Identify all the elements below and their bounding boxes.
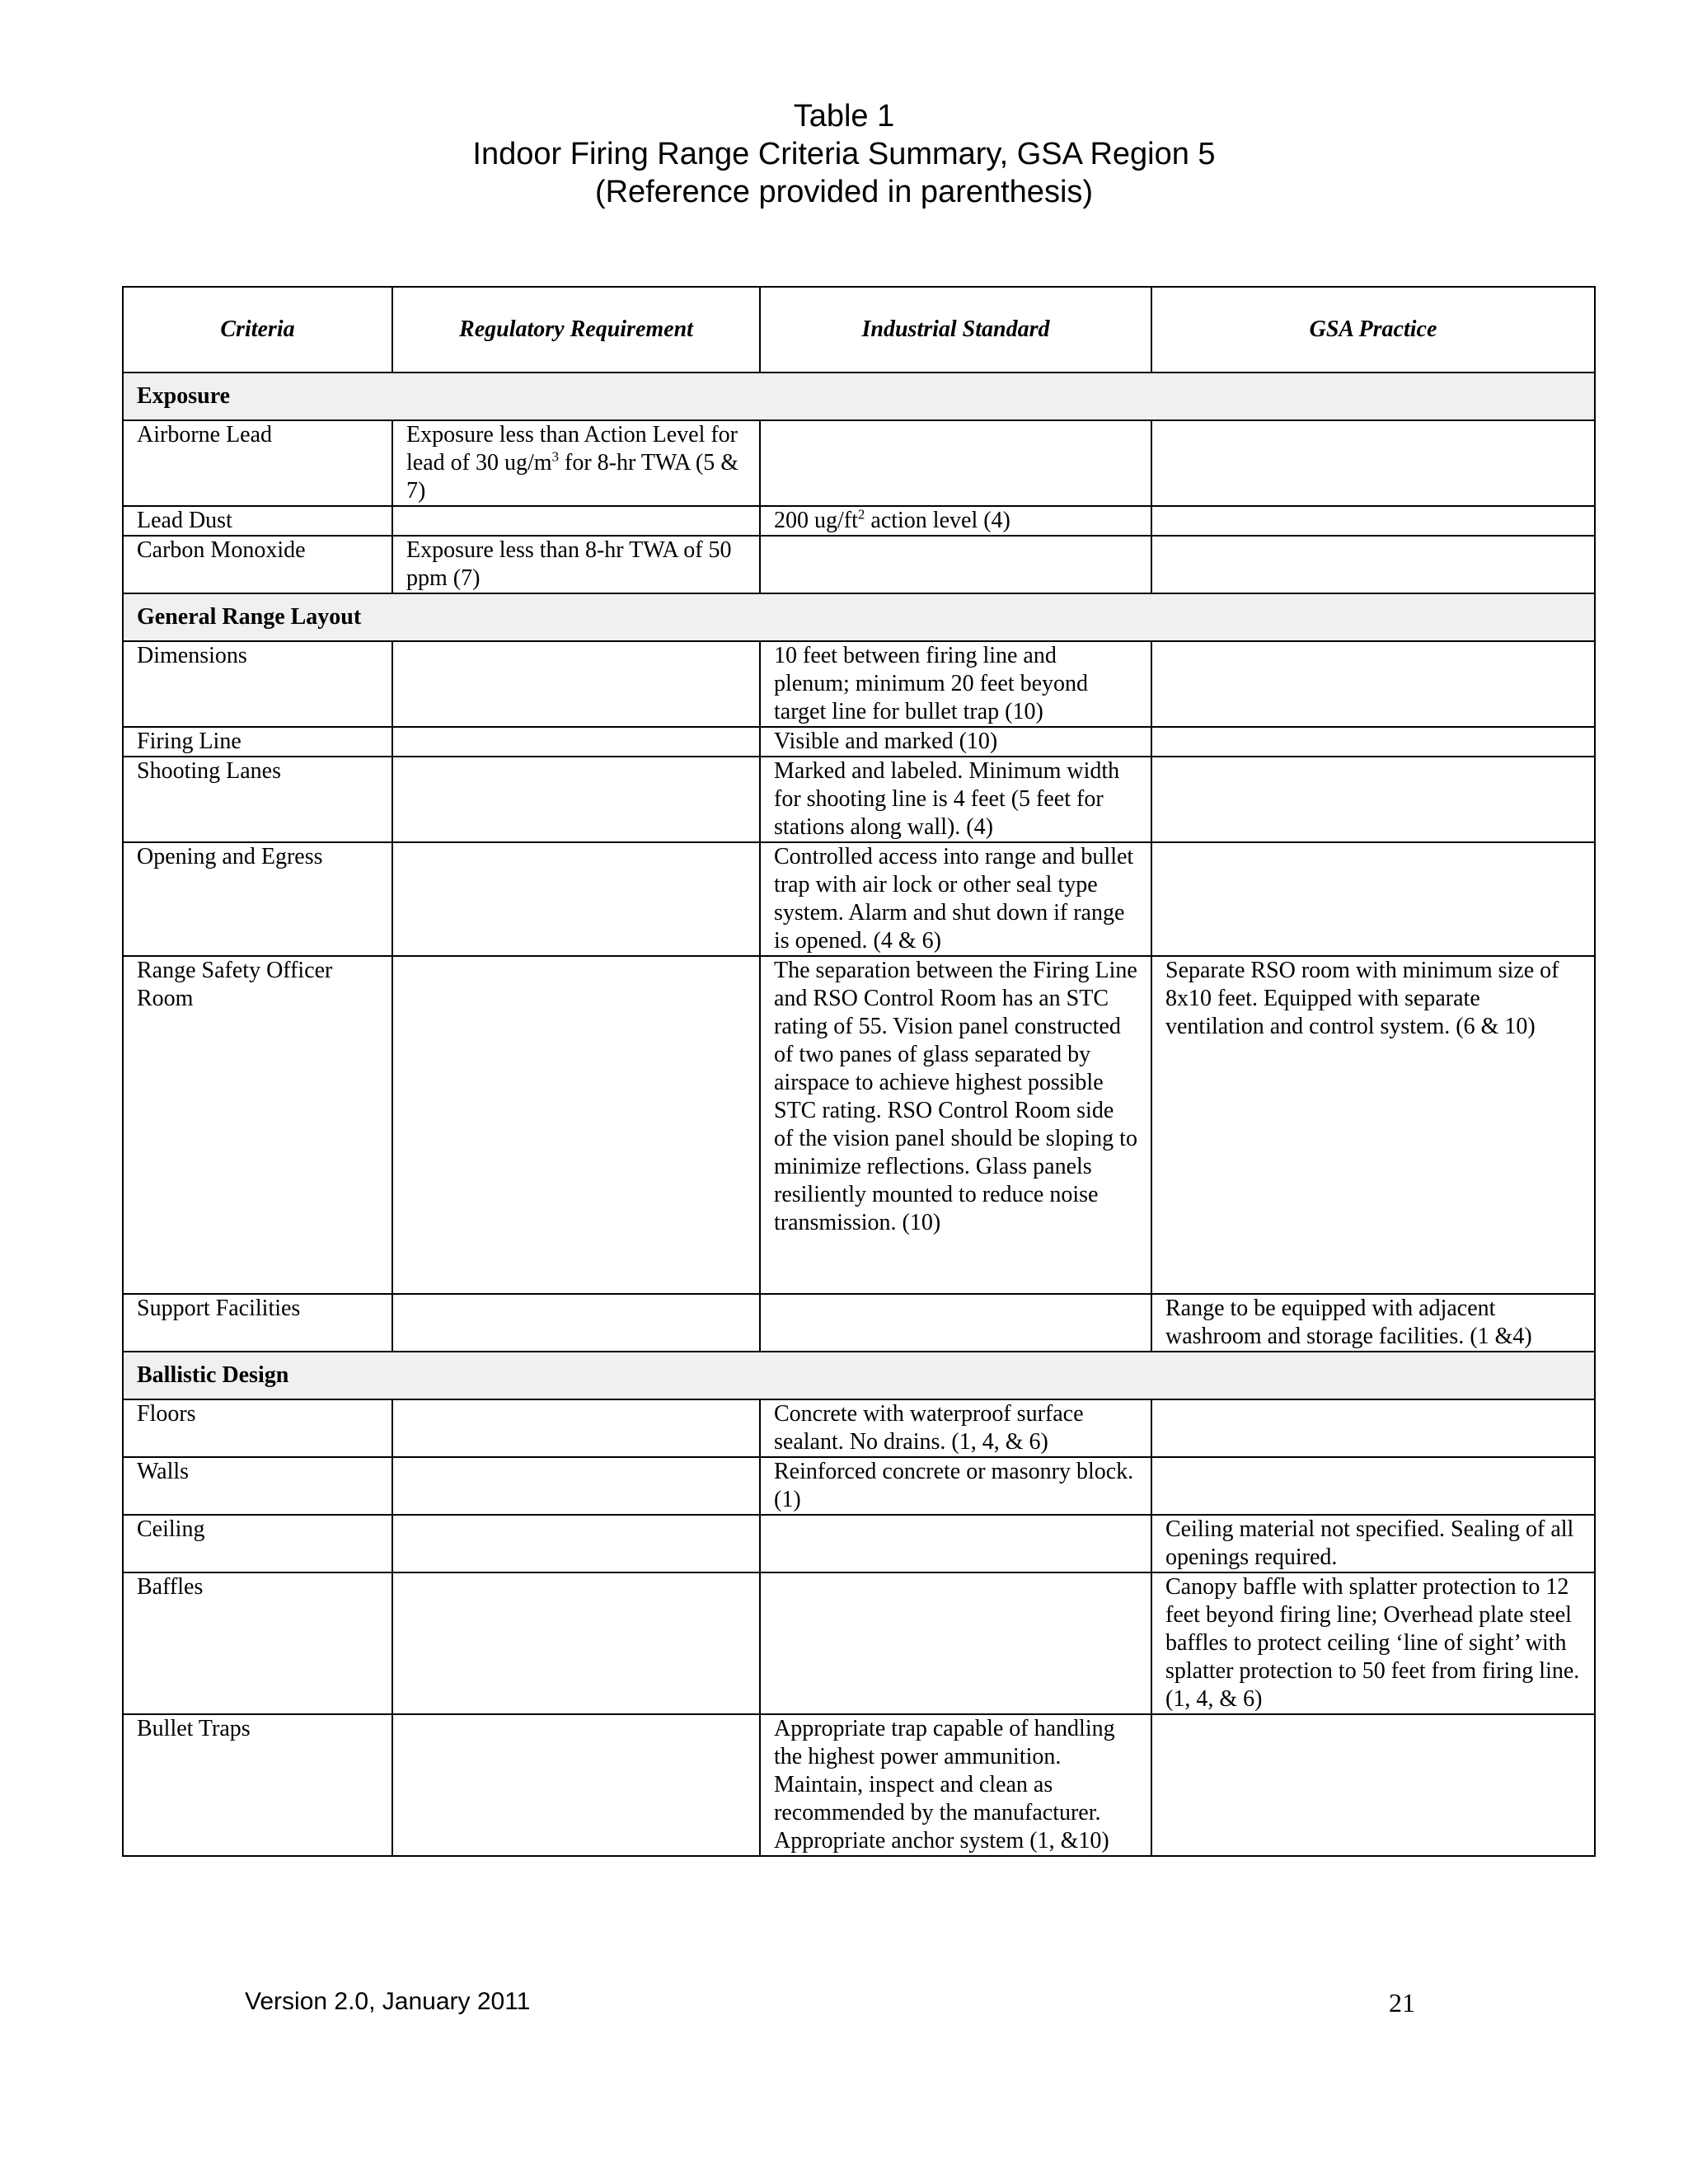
table-heading: Indoor Firing Range Criteria Summary, GSA Region 5 xyxy=(472,137,1216,171)
section-row-exposure xyxy=(123,373,1595,420)
gsa-cell xyxy=(1151,420,1595,506)
section-label: General Range Layout xyxy=(123,593,1595,641)
industrial-cell: Appropriate trap capable of handling the highest power ammunition. Maintain, inspect and clean as recommended by the manufacturer. Appropriate anchor system (1, &10) xyxy=(760,1714,1151,1856)
industrial-cell: Concrete with waterproof surface sealant. No drains. (1, 4, & 6) xyxy=(760,1399,1151,1457)
header-criteria: Criteria xyxy=(123,287,392,373)
regulatory-cell xyxy=(392,1515,760,1572)
table-subheading: (Reference provided in parenthesis) xyxy=(594,175,1094,209)
table-row xyxy=(123,506,1595,536)
table-row xyxy=(123,1714,1595,1856)
section-label: Exposure xyxy=(123,373,1595,420)
gsa-cell: Range to be equipped with adjacent washroom and storage facilities. (1 &4) xyxy=(1151,1294,1595,1352)
industrial-cell: Visible and marked (10) xyxy=(760,727,1151,757)
table-row xyxy=(123,727,1595,757)
criteria-cell: Shooting Lanes xyxy=(123,757,392,842)
industrial-cell: Controlled access into range and bullet trap with air lock or other seal type system. Alarm and shut down if range is opened. (4 & 6) xyxy=(760,842,1151,956)
table-title xyxy=(0,97,1688,211)
regulatory-cell xyxy=(392,1572,760,1714)
gsa-cell: Separate RSO room with minimum size of 8x10 feet. Equipped with separate ventilation and control system. (6 & 10) xyxy=(1151,956,1595,1294)
criteria-cell: Carbon Monoxide xyxy=(123,536,392,593)
criteria-cell: Walls xyxy=(123,1457,392,1515)
section-row-general-range-layout xyxy=(123,593,1595,641)
regulatory-cell xyxy=(392,956,760,1294)
industrial-cell: Reinforced concrete or masonry block. (1) xyxy=(760,1457,1151,1515)
regulatory-cell xyxy=(392,727,760,757)
section-row-ballistic-design xyxy=(123,1352,1595,1399)
gsa-cell xyxy=(1151,757,1595,842)
regulatory-cell xyxy=(392,1714,760,1856)
table-row xyxy=(123,757,1595,842)
gsa-cell: Canopy baffle with splatter protection to 12 feet beyond firing line; Overhead plate steel baffles to protect ceiling ‘line of sight’ with splatter protection to 50 feet from firing line. (1, 4, & 6) xyxy=(1151,1572,1595,1714)
gsa-cell xyxy=(1151,1714,1595,1856)
table-row xyxy=(123,956,1595,1294)
regulatory-cell xyxy=(392,506,760,536)
table-row xyxy=(123,842,1595,956)
regulatory-cell xyxy=(392,1399,760,1457)
header-industrial-standard: Industrial Standard xyxy=(760,287,1151,373)
regulatory-cell xyxy=(392,1294,760,1352)
industrial-cell xyxy=(760,420,1151,506)
industrial-cell: 10 feet between firing line and plenum; minimum 20 feet beyond target line for bullet trap (10) xyxy=(760,641,1151,727)
table-row xyxy=(123,1572,1595,1714)
table-row xyxy=(123,1294,1595,1352)
industrial-cell: 200 $ug/ft^2$ action level (4) xyxy=(760,506,1151,536)
criteria-cell: Floors xyxy=(123,1399,392,1457)
page-number: 21 xyxy=(1389,1988,1415,2018)
criteria-cell: Range Safety Officer Room xyxy=(123,956,392,1294)
gsa-cell xyxy=(1151,842,1595,956)
footer-version: Version 2.0, January 2011 xyxy=(245,1988,531,2015)
table-row xyxy=(123,641,1595,727)
table-row xyxy=(123,420,1595,506)
industrial-cell xyxy=(760,1515,1151,1572)
regulatory-cell: Exposure less than Action Level for lead of 30 $ug/m^3$ for 8-hr TWA (5 & 7) xyxy=(392,420,760,506)
table-header-row xyxy=(123,287,1595,373)
gsa-cell xyxy=(1151,727,1595,757)
industrial-cell xyxy=(760,1294,1151,1352)
section-label: Ballistic Design xyxy=(123,1352,1595,1399)
regulatory-cell xyxy=(392,842,760,956)
table-row xyxy=(123,1399,1595,1457)
criteria-cell: Opening and Egress xyxy=(123,842,392,956)
gsa-cell xyxy=(1151,1399,1595,1457)
industrial-cell: The separation between the Firing Line and RSO Control Room has an STC rating of 55. Vision panel constructed of two panes of glass separated by airspace to achieve highest possible STC rating. RSO Control Room side of the vision panel should be sloping to minimize reflections. Glass panels resiliently mounted to reduce noise transmission. (10) xyxy=(760,956,1151,1294)
criteria-cell: Bullet Traps xyxy=(123,1714,392,1856)
gsa-cell xyxy=(1151,641,1595,727)
table-number: Table 1 xyxy=(793,99,895,134)
criteria-cell: Lead Dust xyxy=(123,506,392,536)
industrial-cell xyxy=(760,536,1151,593)
criteria-cell: Dimensions xyxy=(123,641,392,727)
regulatory-cell: Exposure less than 8-hr TWA of 50 ppm (7) xyxy=(392,536,760,593)
regulatory-cell xyxy=(392,1457,760,1515)
regulatory-cell xyxy=(392,641,760,727)
header-gsa-practice: GSA Practice xyxy=(1151,287,1595,373)
gsa-cell: Ceiling material not specified. Sealing of all openings required. xyxy=(1151,1515,1595,1572)
criteria-cell: Support Facilities xyxy=(123,1294,392,1352)
table-row xyxy=(123,1515,1595,1572)
criteria-cell: Firing Line xyxy=(123,727,392,757)
gsa-cell xyxy=(1151,536,1595,593)
table-row xyxy=(123,1457,1595,1515)
industrial-cell xyxy=(760,1572,1151,1714)
criteria-summary-table xyxy=(122,286,1596,1857)
gsa-cell xyxy=(1151,506,1595,536)
criteria-cell: Airborne Lead xyxy=(123,420,392,506)
industrial-cell: Marked and labeled. Minimum width for shooting line is 4 feet (5 feet for stations along wall). (4) xyxy=(760,757,1151,842)
regulatory-cell xyxy=(392,757,760,842)
header-regulatory-requirement: Regulatory Requirement xyxy=(392,287,760,373)
criteria-cell: Baffles xyxy=(123,1572,392,1714)
gsa-cell xyxy=(1151,1457,1595,1515)
table-row xyxy=(123,536,1595,593)
criteria-cell: Ceiling xyxy=(123,1515,392,1572)
